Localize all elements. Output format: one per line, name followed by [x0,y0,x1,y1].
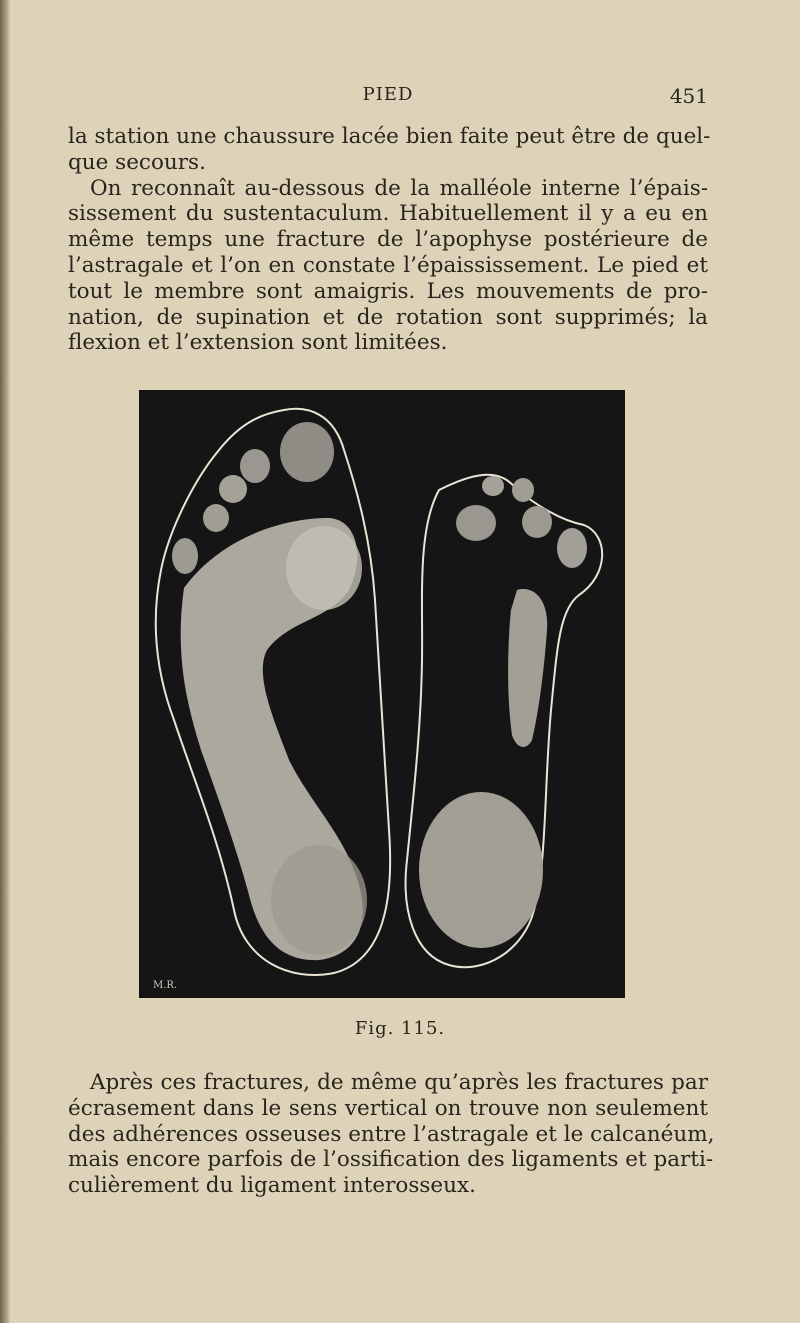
text-line: mais encore parfois de l’ossification des ligaments et parti- [68,1147,714,1173]
text-line: la station une chaussure lacée bien faite peut être de quel- [68,124,711,149]
text-line: nation, de supination et de rotation sont supprimés; la [68,304,708,330]
footprint-illustration [139,390,625,998]
page-header [68,80,708,110]
text-line: flexion et l’extension sont limitées. [68,330,448,356]
text-line: On reconnaît au-dessous de la malléole interne l’épais- [90,175,708,201]
text-line: Après ces fractures, de même qu’après les fractures par [90,1070,708,1095]
running-head: PIED [362,84,414,105]
paragraph-2 [68,1070,715,1199]
text-line: culièrement du ligament interosseux. [68,1173,476,1199]
text-line: que secours. [68,149,206,175]
figure-caption: Fig. 115. [354,1018,446,1039]
artist-monogram: M.R. [153,980,178,991]
text-line: tout le membre sont amaigris. Les mouvements de pro- [68,278,708,304]
text-line: même temps une fracture de l’apophyse postérieure de [68,227,708,253]
page-number: 451 [669,84,708,108]
text-line: écrasement dans le sens vertical on trouve non seulement [68,1095,708,1121]
paragraph-1 [68,124,711,356]
page-binding-edge [0,0,10,1323]
text-line: sissement du sustentaculum. Habituellement il y a eu en [68,201,708,227]
footprint-figure [139,390,625,998]
text-line: des adhérences osseuses entre l’astragale et le calcanéum, [68,1121,715,1147]
text-line: l’astragale et l’on en constate l’épaississement. Le pied et [68,252,708,278]
